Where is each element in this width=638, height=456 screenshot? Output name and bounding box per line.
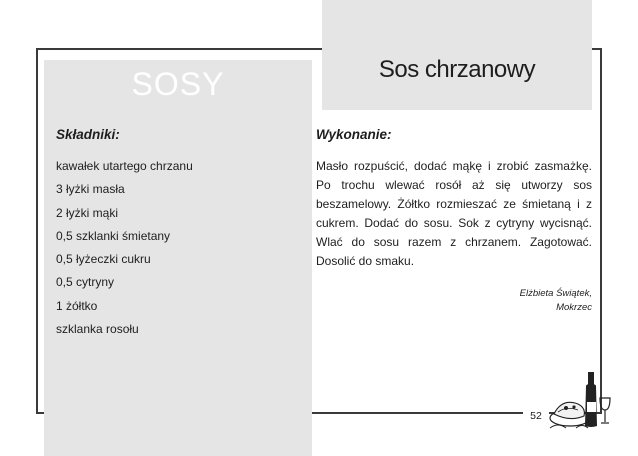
recipe-title: Sos chrzanowy — [378, 56, 536, 83]
ingredient-item: 0,5 cytryny — [56, 275, 115, 290]
method-text: Masło rozpuścić, dodać mąkę i zrobić zasmażkę. Po trochu wlewać rosół aż się utworzy sos beszamelowy. Żółtko rozmieszać ze śmietaną i z cukrem. Dodać do sosu. Sok z cytryny wycisnąć. Wlać do sosu razem z chrzanem. Zagotować. Dosolić do smaku. — [316, 159, 592, 268]
page-number: 52 — [523, 406, 549, 426]
author-credit — [520, 287, 592, 315]
method-heading: Wykonanie: — [316, 127, 392, 142]
ingredient-item: kawałek utartego chrzanu — [56, 159, 193, 173]
ingredient-item: 1 żółtko — [56, 298, 98, 313]
title-panel — [322, 0, 592, 110]
ingredient-item: 3 łyżki masła — [56, 182, 125, 197]
author-name: Elżbieta Świątek, — [519, 288, 592, 299]
ingredients-heading: Składniki: — [56, 127, 120, 142]
author-place: Mokrzec — [556, 302, 592, 313]
ingredient-item: 0,5 szklanki śmietany — [56, 228, 171, 243]
wine-bottle-and-food-illustration-icon — [548, 368, 614, 432]
ingredients-list — [56, 159, 193, 345]
ingredient-item: szklanka rosołu — [56, 322, 139, 337]
ingredient-item: 2 łyżki mąki — [56, 205, 119, 220]
section-title: SOSY — [131, 66, 225, 102]
ingredient-item: 0,5 łyżeczki cukru — [56, 252, 151, 267]
